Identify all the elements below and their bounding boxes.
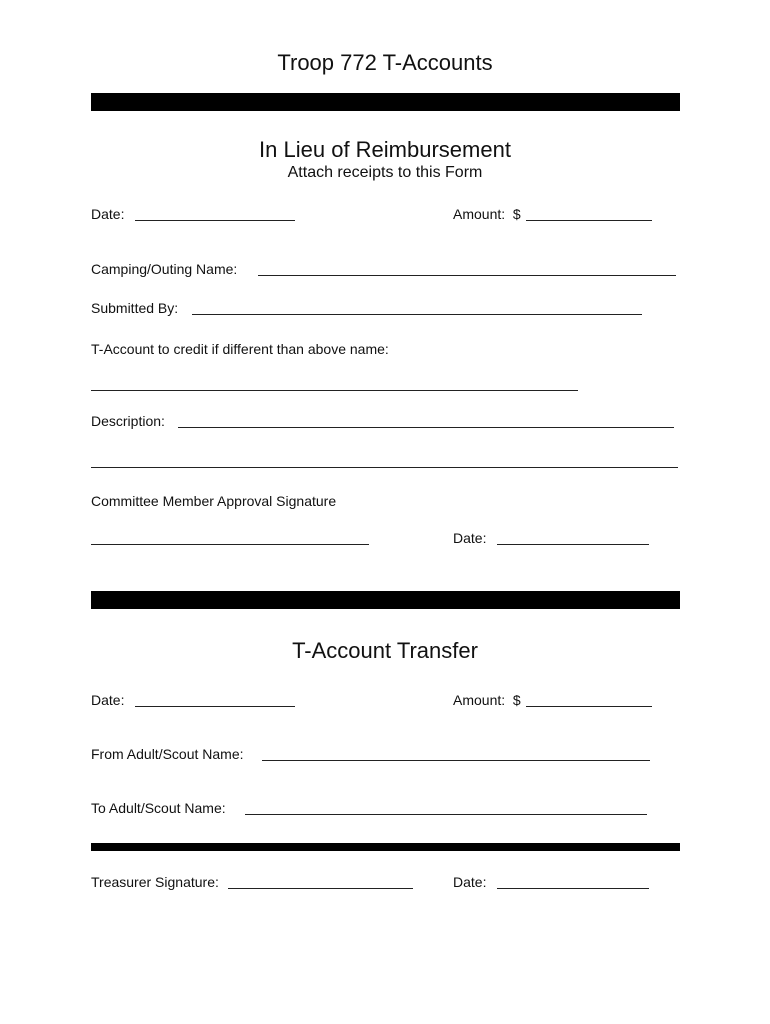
treasurer-date-label: Date: <box>453 874 487 890</box>
from-name-label: From Adult/Scout Name: <box>91 746 244 762</box>
submitted-by-field[interactable] <box>192 314 642 315</box>
approval-date-field[interactable] <box>497 544 649 545</box>
reimbursement-date-field[interactable] <box>135 220 295 221</box>
page-title: Troop 772 T-Accounts <box>277 50 493 75</box>
to-name-label: To Adult/Scout Name: <box>91 800 226 816</box>
transfer-date-label: Date: <box>91 692 125 708</box>
section-divider-top <box>91 93 680 111</box>
treasurer-signature-label: Treasurer Signature: <box>91 874 219 890</box>
approval-signature-field[interactable] <box>91 544 369 545</box>
transfer-amount-label: Amount: $ <box>453 692 521 708</box>
from-name-field[interactable] <box>262 760 650 761</box>
reimbursement-subheading: Attach receipts to this Form <box>287 164 483 181</box>
camping-outing-field[interactable] <box>258 275 676 276</box>
taccount-credit-label: T-Account to credit if different than above name: <box>91 341 389 357</box>
approval-date-label: Date: <box>453 530 487 546</box>
transfer-amount-field[interactable] <box>526 706 652 707</box>
treasurer-signature-field[interactable] <box>228 888 413 889</box>
treasurer-date-field[interactable] <box>497 888 649 889</box>
taccount-credit-field[interactable] <box>91 390 578 391</box>
transfer-date-field[interactable] <box>135 706 295 707</box>
description-label: Description: <box>91 413 165 429</box>
submitted-by-label: Submitted By: <box>91 300 179 316</box>
description-field-line-2[interactable] <box>91 467 678 468</box>
reimbursement-heading: In Lieu of Reimbursement <box>259 137 511 162</box>
to-name-field[interactable] <box>245 814 647 815</box>
section-divider-middle <box>91 591 680 609</box>
reimbursement-amount-label: Amount: $ <box>453 206 521 222</box>
transfer-heading: T-Account Transfer <box>292 638 478 663</box>
reimbursement-date-label: Date: <box>91 206 125 222</box>
section-divider-bottom <box>91 843 680 851</box>
approval-signature-label: Committee Member Approval Signature <box>91 493 337 509</box>
reimbursement-amount-field[interactable] <box>526 220 652 221</box>
description-field[interactable] <box>178 427 674 428</box>
camping-outing-label: Camping/Outing Name: <box>91 261 238 277</box>
